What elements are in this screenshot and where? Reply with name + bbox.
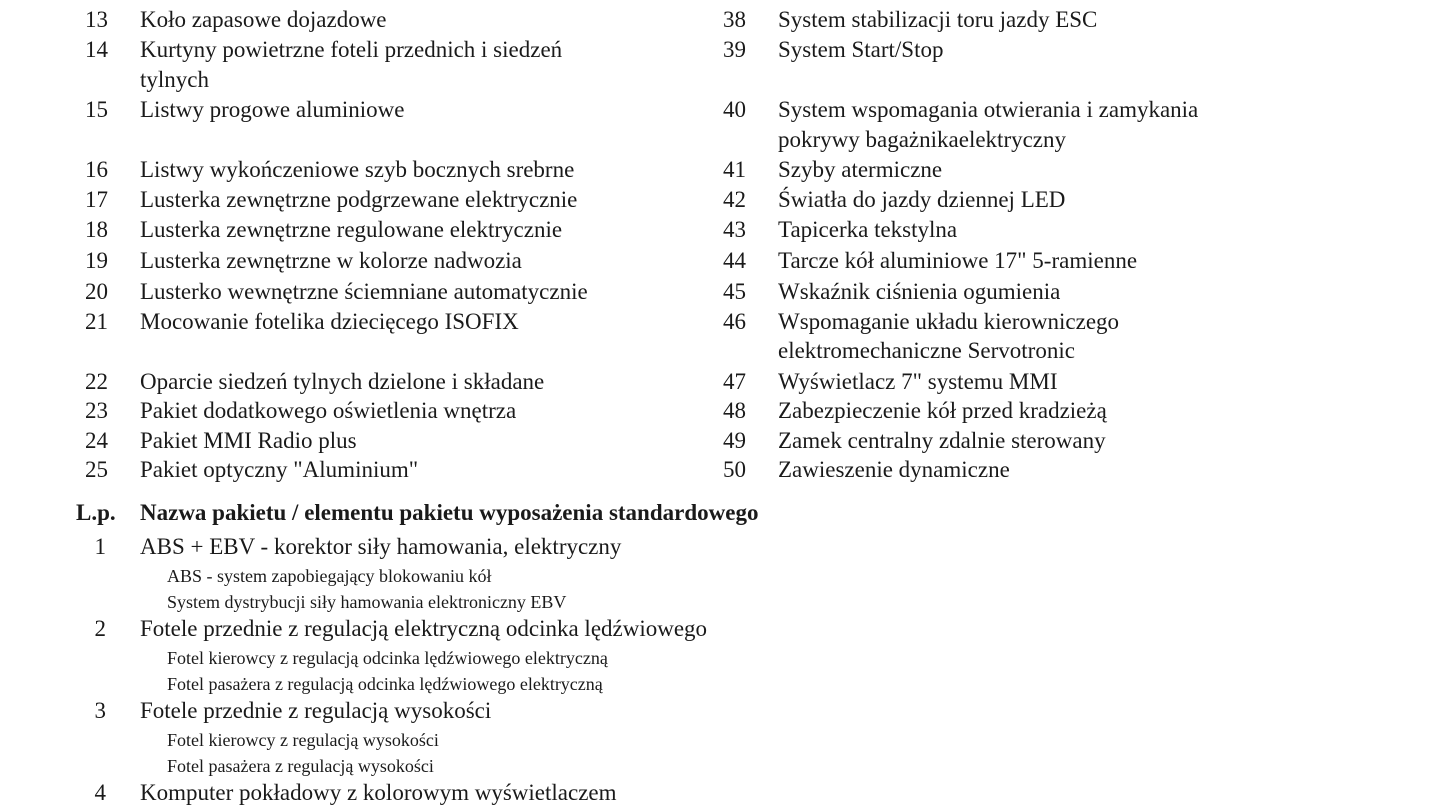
item-number: 40 bbox=[723, 97, 746, 122]
item-number: 50 bbox=[723, 457, 746, 482]
item-text: Pakiet optyczny "Aluminium" bbox=[140, 457, 419, 482]
package-title: Fotele przednie z regulacją wysokości bbox=[140, 698, 492, 723]
item-text: Szyby atermiczne bbox=[778, 157, 943, 182]
item-number: 46 bbox=[723, 309, 746, 334]
item-number: 44 bbox=[723, 248, 746, 273]
item-text: Zamek centralny zdalnie sterowany bbox=[778, 428, 1106, 453]
item-number: 45 bbox=[723, 279, 746, 304]
package-sub-item: Fotel kierowcy z regulacją wysokości bbox=[167, 730, 439, 750]
item-number: 20 bbox=[85, 279, 108, 304]
item-number: 39 bbox=[723, 37, 746, 62]
item-text: Zabezpieczenie kół przed kradzieżą bbox=[778, 398, 1107, 423]
item-number: 14 bbox=[85, 37, 108, 62]
item-text: Wyświetlacz 7" systemu MMI bbox=[778, 369, 1058, 394]
item-number: 24 bbox=[85, 428, 108, 453]
item-text: Wspomaganie układu kierowniczego bbox=[778, 309, 1120, 334]
item-text: Lusterka zewnętrzne regulowane elektrycznie bbox=[140, 217, 563, 242]
item-text: System stabilizacji toru jazdy ESC bbox=[778, 7, 1098, 32]
package-number: 3 bbox=[94, 698, 106, 723]
package-sub-item: Fotel kierowcy z regulacją odcinka lędźwiowego elektryczną bbox=[167, 648, 608, 668]
item-text: Tarcze kół aluminiowe 17" 5-ramienne bbox=[778, 248, 1138, 273]
item-text: Listwy progowe aluminiowe bbox=[140, 97, 405, 122]
package-title: Komputer pokładowy z kolorowym wyświetlaczem bbox=[140, 780, 617, 805]
item-text: Pakiet dodatkowego oświetlenia wnętrza bbox=[140, 398, 517, 423]
item-text: System wspomagania otwierania i zamykania bbox=[778, 97, 1199, 122]
package-number: 4 bbox=[94, 780, 106, 805]
item-text-continued: tylnych bbox=[140, 67, 209, 92]
item-number: 43 bbox=[723, 217, 746, 242]
item-text: System Start/Stop bbox=[778, 37, 944, 62]
item-text: Wskaźnik ciśnienia ogumienia bbox=[778, 279, 1061, 304]
item-number: 49 bbox=[723, 428, 746, 453]
item-number: 38 bbox=[723, 7, 746, 32]
item-number: 25 bbox=[85, 457, 108, 482]
item-text-continued: elektromechaniczne Servotronic bbox=[778, 338, 1075, 363]
item-text: Listwy wykończeniowe szyb bocznych srebrne bbox=[140, 157, 575, 182]
package-sub-item: Fotel pasażera z regulacją odcinka lędźwiowego elektryczną bbox=[167, 674, 603, 694]
item-number: 13 bbox=[85, 7, 108, 32]
item-number: 15 bbox=[85, 97, 108, 122]
item-number: 19 bbox=[85, 248, 108, 273]
item-text: Pakiet MMI Radio plus bbox=[140, 428, 357, 453]
item-text: Tapicerka tekstylna bbox=[778, 217, 958, 242]
package-title: ABS + EBV - korektor siły hamowania, elektryczny bbox=[140, 534, 622, 559]
item-number: 22 bbox=[85, 369, 108, 394]
item-number: 18 bbox=[85, 217, 108, 242]
package-sub-item: Fotel pasażera z regulacją wysokości bbox=[167, 756, 434, 776]
item-number: 16 bbox=[85, 157, 108, 182]
item-number: 23 bbox=[85, 398, 108, 423]
item-number: 47 bbox=[723, 369, 746, 394]
package-sub-item: ABS - system zapobiegający blokowaniu kół bbox=[167, 566, 492, 586]
item-text: Lusterko wewnętrzne ściemniane automatycznie bbox=[140, 279, 588, 304]
item-text: Zawieszenie dynamiczne bbox=[778, 457, 1010, 482]
item-number: 48 bbox=[723, 398, 746, 423]
item-number: 41 bbox=[723, 157, 746, 182]
item-number: 21 bbox=[85, 309, 108, 334]
column-header-lp: L.p. bbox=[76, 500, 116, 525]
package-number: 2 bbox=[94, 616, 106, 641]
item-text-continued: pokrywy bagażnikaelektryczny bbox=[778, 127, 1067, 152]
item-text: Oparcie siedzeń tylnych dzielone i składane bbox=[140, 369, 545, 394]
package-number: 1 bbox=[94, 534, 106, 559]
column-header-name: Nazwa pakietu / elementu pakietu wyposażenia standardowego bbox=[140, 500, 759, 525]
item-text: Mocowanie fotelika dziecięcego ISOFIX bbox=[140, 309, 519, 334]
item-text: Światła do jazdy dziennej LED bbox=[778, 187, 1066, 212]
item-text: Lusterka zewnętrzne podgrzewane elektrycznie bbox=[140, 187, 578, 212]
item-text: Lusterka zewnętrzne w kolorze nadwozia bbox=[140, 248, 522, 273]
package-title: Fotele przednie z regulacją elektryczną odcinka lędźwiowego bbox=[140, 616, 708, 641]
item-number: 17 bbox=[85, 187, 108, 212]
item-text: Koło zapasowe dojazdowe bbox=[140, 7, 387, 32]
item-number: 42 bbox=[723, 187, 746, 212]
item-text: Kurtyny powietrzne foteli przednich i siedzeń bbox=[140, 37, 563, 62]
package-sub-item: System dystrybucji siły hamowania elektroniczny EBV bbox=[167, 592, 567, 612]
